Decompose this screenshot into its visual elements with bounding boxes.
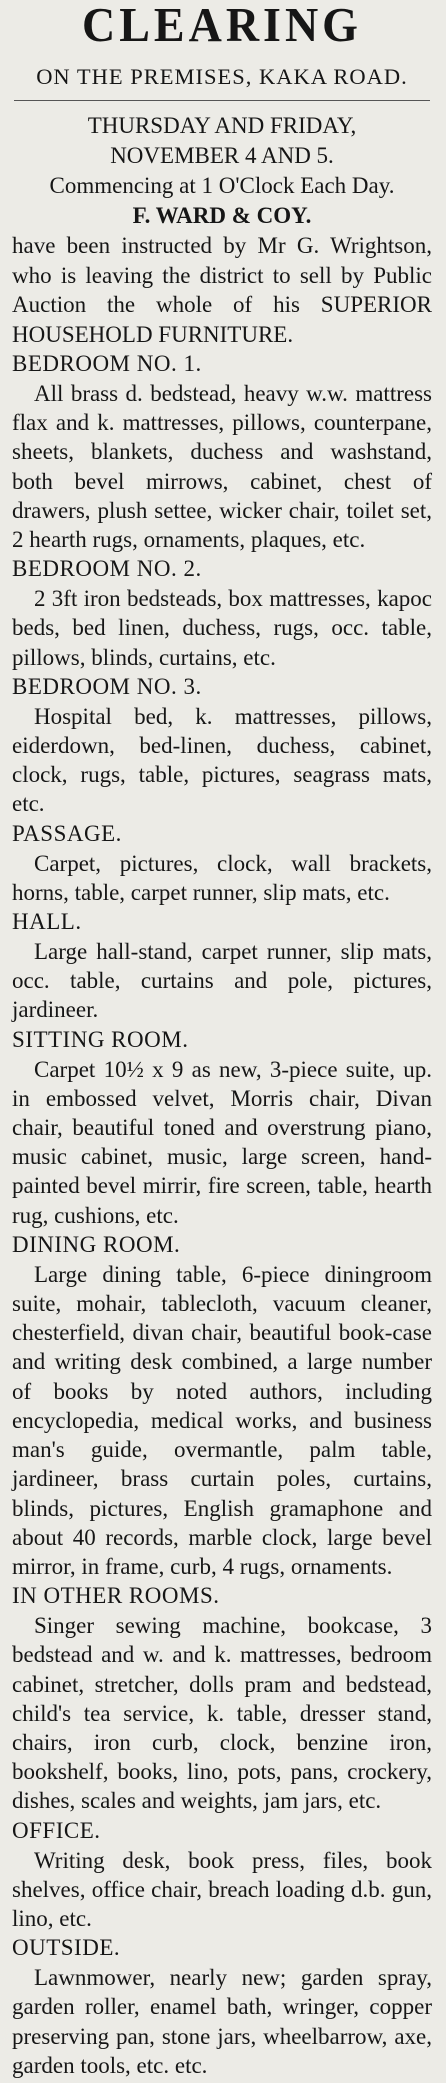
section-items: 2 3ft iron bedsteads, box mattresses, kapoc beds, bed linen, duchess, rugs, occ. table, pillows, blinds, curtains, etc. [12,586,432,670]
section-heading: BEDROOM NO. 1. [12,351,202,376]
section-heading: DINING ROOM. [12,1231,181,1257]
notice-title: CLEARING [82,0,362,50]
section-items: Carpet, pictures, clock, wall brackets, horns, table, carpet runner, slip mats, etc. [12,850,432,905]
sale-days: THURSDAY AND FRIDAY, [87,113,357,138]
sale-dates: NOVEMBER 4 AND 5. [110,143,334,168]
section [12,1933,432,2080]
section-items: Singer sewing machine, bookcase, 3 bedstead and w. and k. mattresses, bedroom cabinet, stretcher, dolls pram and bedstead, child's tea service, k. table, dresser stand, chairs, iron curb, clock, benzine iron, bookshelf, books, lino, pots, pans, crockery, dishes, scales and weights, jam jars, etc. [12,1613,432,1814]
notice-intro: have been instructed by Mr G. Wrightson, who is leaving the district to sell by Public Auction the whole of his SUPERIOR HOUSEHOLD FURNITURE. [12,233,432,347]
sale-time: Commencing at 1 O'Clock Each Day. [49,173,395,198]
section [12,349,432,554]
section-items: Writing desk, book press, files, book shelves, office chair, breach loading d.b. gun, lino, etc. [12,1847,432,1931]
section-heading: SITTING ROOM. [12,1026,189,1052]
section-heading: BEDROOM NO. 2. [12,556,202,582]
section [12,554,432,672]
section-items: Large hall-stand, carpet runner, slip mats, occ. table, curtains and pole, pictures, jardineer. [12,939,432,1023]
section [12,819,432,907]
section-items: Hospital bed, k. mattresses, pillows, eiderdown, bed-linen, duchess, cabinet, clock, rugs, table, pictures, seagrass mats, etc. [12,703,432,817]
notice-subtitle: ON THE PREMISES, KAKA ROAD. [36,64,408,89]
section [12,1581,432,1815]
section-heading: OUTSIDE. [12,1935,121,1961]
auctioneer-name: F. WARD & COY. [132,203,312,228]
divider [14,100,430,101]
section-items: All brass d. bedstead, heavy w.w. mattress flax and k. mattresses, pillows, counterpane, sheets, blankets, duchess and washstand, both bevel mirrows, cabinet, chest of drawers, plush settee, wicker chair, toilet set, 2 hearth rugs, ornaments, plaques, etc. [12,381,432,553]
section [12,907,432,1025]
section-items: Lawnmower, nearly new; garden spray, garden roller, enamel bath, wringer, copper preserving pan, stone jars, wheelbarrow, axe, garden tools, etc. etc. [12,1965,432,2078]
section-items: Carpet 10½ x 9 as new, 3-piece suite, up. in embossed velvet, Morris chair, Divan chair, beautiful toned and overstrung piano, music cabinet, music, large screen, hand-painted bevel mirrir, fire screen, table, hearth rug, cushions, etc. [12,1056,432,1228]
section [12,1230,432,1581]
section-items: Large dining table, 6-piece diningroom suite, mohair, tablecloth, vacuum cleaner, chesterfield, divan chair, beautiful book-case and writing desk combined, a large number of books by noted authors, including encyclopedia, medical works, and business man's guide, overmantle, palm table, jardineer, brass curtain poles, curtains, blinds, pictures, English gramaphone and about 40 records, marble clock, large bevel mirror, in frame, curb, 4 rugs, ornaments. [12,1261,432,1579]
section-heading: HALL. [12,909,82,935]
section [12,672,432,819]
sections-list [12,349,432,2080]
section-heading: BEDROOM NO. 3. [12,673,202,699]
section [12,1816,432,1934]
section-heading: PASSAGE. [12,820,122,846]
section-heading: IN OTHER ROOMS. [12,1583,220,1609]
section-heading: OFFICE. [12,1817,101,1843]
section [12,1025,432,1230]
